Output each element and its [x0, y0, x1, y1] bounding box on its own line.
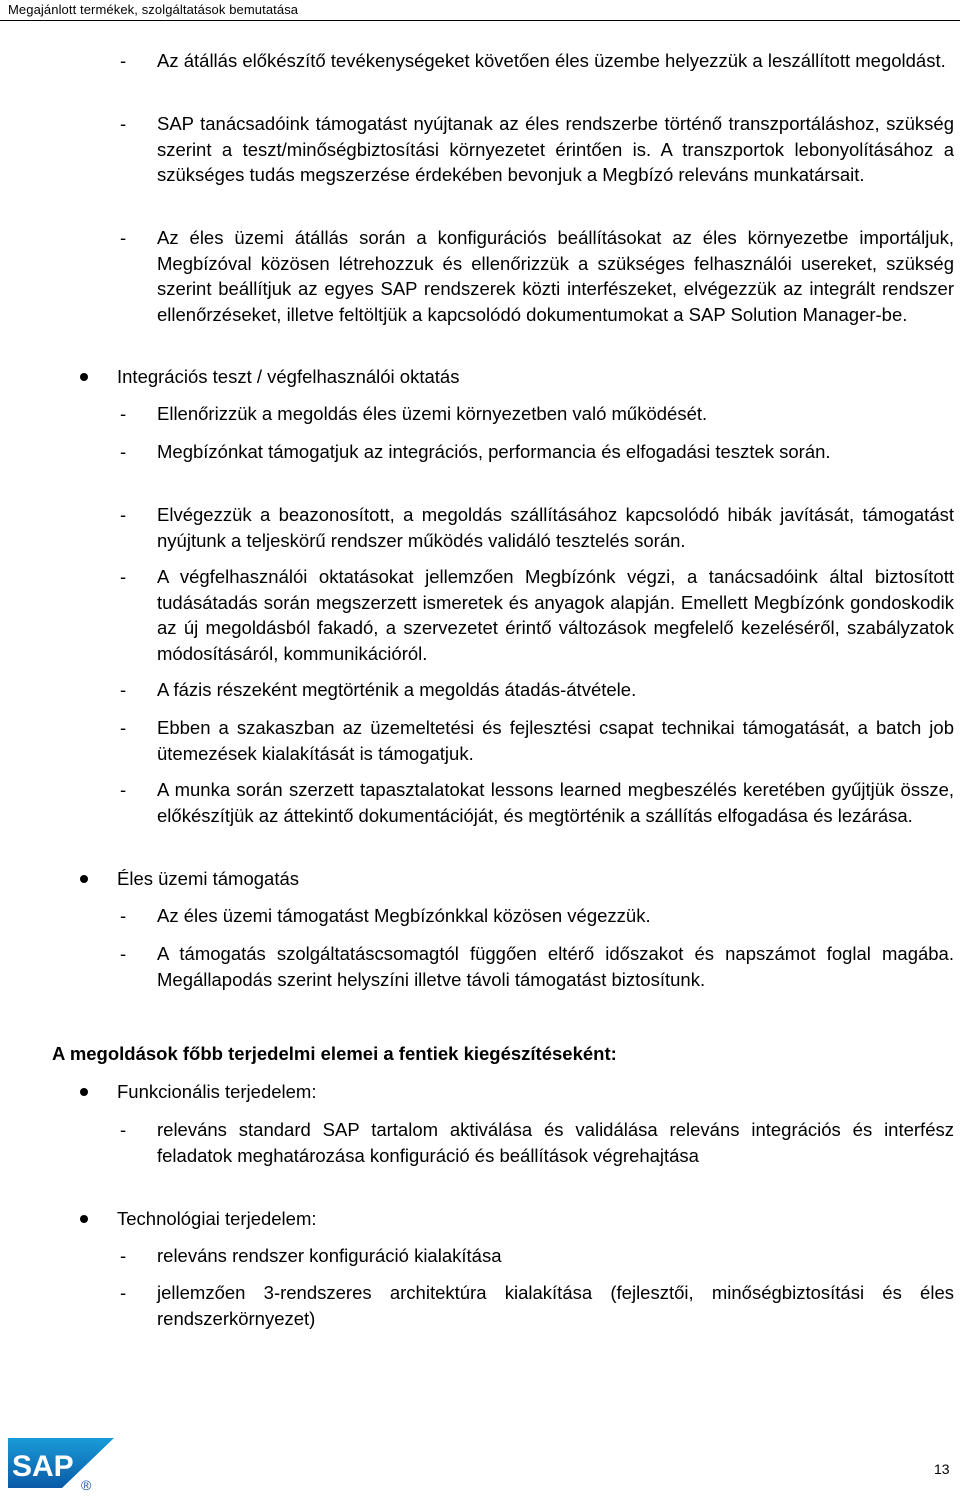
page-number: 13	[934, 1461, 950, 1477]
list-item-text: A fázis részeként megtörténik a megoldás átadás-átvétele.	[157, 679, 637, 700]
dash-marker: -	[120, 679, 127, 700]
list-item-text: Az átállás előkészítő tevékenységeket követően éles üzembe helyezzük a leszállított megoldást.	[157, 50, 946, 71]
list-item	[120, 225, 954, 327]
dash-marker: -	[120, 779, 127, 800]
bullet-item-text: Technológiai terjedelem:	[117, 1208, 317, 1229]
dash-marker: -	[120, 50, 127, 71]
dash-marker: -	[120, 441, 127, 462]
bullet-item	[80, 364, 954, 390]
bullet-icon	[80, 373, 88, 381]
section-heading: A megoldások főbb terjedelmi elemei a fentiek kiegészítéseként:	[52, 1043, 617, 1064]
list-item-text: jellemzően 3-rendszeres architektúra kialakítása (fejlesztői, minőségbiztosítási és éles rendszerkörnyezet)	[157, 1282, 954, 1329]
sap-logo-text: SAP	[12, 1450, 74, 1483]
sap-logo	[8, 1438, 118, 1493]
list-item	[120, 777, 954, 828]
list-item-text: Elvégezzük a beazonosított, a megoldás szállításához kapcsolódó hibák javítását, támogatást nyújtunk a teljeskörű rendszer működés validáló tesztelés során.	[157, 504, 954, 551]
list-item	[120, 111, 954, 188]
list-item-text: Az éles üzemi támogatást Megbízónkkal közösen végezzük.	[157, 905, 651, 926]
dash-marker: -	[120, 1119, 127, 1140]
list-item-text: releváns rendszer konfiguráció kialakítása	[157, 1245, 502, 1266]
bullet-item	[80, 1079, 954, 1105]
bullet-icon	[80, 1215, 88, 1223]
header-title: Megajánlott termékek, szolgáltatások bemutatása	[8, 2, 299, 17]
list-item	[120, 401, 954, 427]
page-header	[0, 0, 960, 22]
bullet-item	[80, 1206, 954, 1232]
list-item	[120, 903, 954, 929]
list-item	[120, 439, 954, 465]
list-item	[120, 564, 954, 666]
list-item-text: A végfelhasználói oktatásokat jellemzően Megbízónk végzi, a tanácsadóink által biztosított tudásátadás során megszerzett ismeretek és anyagok alapján. Emellett Megbízónk gondoskodik az új megoldásból fakadó, a szervezetet érintő változások megfelelő kezeléséről, szabályzatok módosításáról, kommunikációról.	[157, 566, 954, 664]
list-item	[120, 502, 954, 553]
dash-marker: -	[120, 403, 127, 424]
dash-marker: -	[120, 504, 127, 525]
header-rule	[0, 20, 960, 21]
list-item-text: SAP tanácsadóink támogatást nyújtanak az éles rendszerbe történő transzportáláshoz, szükség szerint a teszt/minőségbiztosítási környezetet érintően is. A transzportok lebonyolításához a szükséges tudás megszerzése érdekében bevonjuk a Megbízó releváns munkatársait.	[157, 113, 954, 185]
dash-marker: -	[120, 1245, 127, 1266]
dash-marker: -	[120, 566, 127, 587]
dash-marker: -	[120, 717, 127, 738]
bullet-item-text: Integrációs teszt / végfelhasználói oktatás	[117, 366, 460, 387]
dash-marker: -	[120, 113, 127, 134]
list-item-text: Ellenőrizzük a megoldás éles üzemi környezetben való működését.	[157, 403, 708, 424]
bullet-icon	[80, 875, 88, 883]
dash-marker: -	[120, 1282, 127, 1303]
list-item	[120, 715, 954, 766]
bullet-item	[80, 866, 954, 892]
bullet-item-text: Funkcionális terjedelem:	[117, 1081, 317, 1102]
list-item	[120, 941, 954, 992]
bullet-icon	[80, 1088, 88, 1096]
sap-logo-icon	[8, 1438, 118, 1493]
list-item-text: A munka során szerzett tapasztalatokat lessons learned megbeszélés keretében gyűjtjük össze, előkészítjük az áttekintő dokumentációját, és megtörténik a szállítás elfogadása és lezárása.	[157, 779, 954, 826]
list-item-text: Ebben a szakaszban az üzemeltetési és fejlesztési csapat technikai támogatását, a batch job ütemezések kialakítását is támogatjuk.	[157, 717, 954, 764]
list-item	[120, 1117, 954, 1168]
list-item	[120, 1280, 954, 1331]
bullet-item-text: Éles üzemi támogatás	[117, 868, 300, 889]
list-item-text: releváns standard SAP tartalom aktiválása és validálása releváns integrációs és interfész feladatok meghatározása konfiguráció és beállítások végrehajtása	[157, 1119, 954, 1166]
list-item	[120, 677, 954, 703]
list-item	[120, 48, 954, 74]
list-item	[120, 1243, 954, 1269]
dash-marker: -	[120, 227, 127, 248]
dash-marker: -	[120, 905, 127, 926]
list-item-text: Az éles üzemi átállás során a konfigurációs beállításokat az éles környezetbe importáljuk, Megbízóval közösen létrehozzuk és ellenőrizzük a szükséges felhasználói usereket, szükség szerint beállítjuk az egyes SAP rendszerek közti interfészeket, elvégezzük az integrált rendszer ellenőrzéseket, illetve feltöltjük a kapcsolódó dokumentumokat a SAP Solution Manager-be.	[157, 227, 954, 325]
sap-logo-registered: ®	[81, 1477, 92, 1493]
dash-marker: -	[120, 943, 127, 964]
list-item-text: Megbízónkat támogatjuk az integrációs, performancia és elfogadási tesztek során.	[157, 441, 831, 462]
list-item-text: A támogatás szolgáltatáscsomagtól függően eltérő időszakot és napszámot foglal magába. Megállapodás szerint helyszíni illetve távoli támogatást biztosítunk.	[157, 943, 954, 990]
